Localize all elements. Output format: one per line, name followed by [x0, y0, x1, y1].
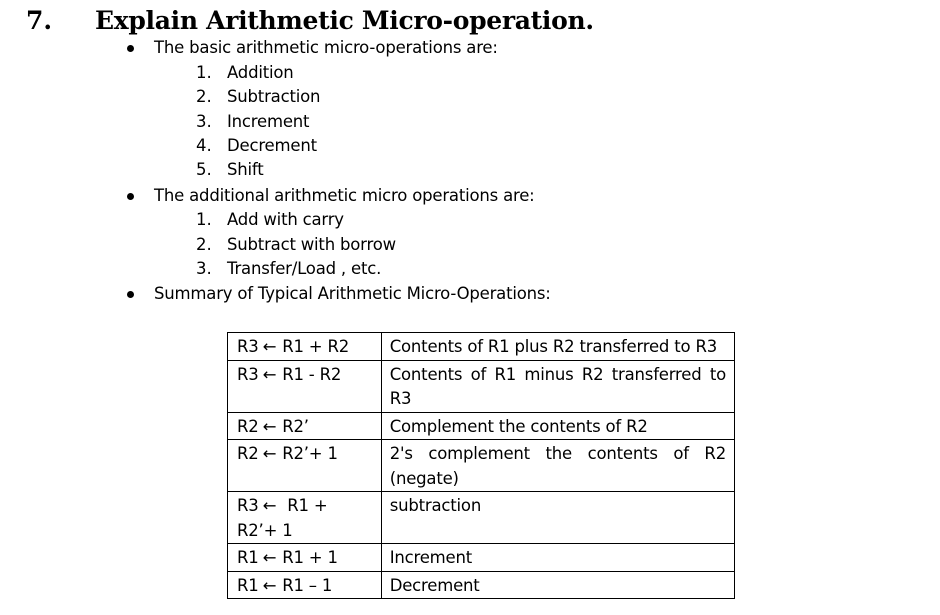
description-cell: Contents of R1 minus R2 transferred to R3 — [381, 360, 734, 412]
list-item: Subtraction — [227, 87, 321, 106]
question-number: 7. — [26, 6, 53, 35]
list-item-number: 3. — [196, 259, 212, 278]
list-item: Subtract with borrow — [227, 235, 396, 254]
operation-cell: R1 ← R1 + 1 — [228, 544, 382, 572]
table-row — [228, 412, 735, 440]
list-item: Increment — [227, 112, 310, 131]
bullet-icon — [127, 193, 134, 200]
description-cell: subtraction — [381, 492, 734, 544]
list-item-number: 1. — [196, 210, 212, 229]
operation-cell: R3 ← R1 + R2’+ 1 — [228, 492, 382, 544]
left-arrow-icon: ← — [262, 364, 277, 384]
bullet-additional-ops: The additional arithmetic micro operations are: — [154, 186, 535, 205]
description-cell: 2's complement the contents of R2 (negate) — [381, 440, 734, 492]
table-row — [228, 544, 735, 572]
bullet-summary: Summary of Typical Arithmetic Micro-Operations: — [154, 284, 551, 303]
micro-operations-table — [227, 332, 735, 599]
bullet-basic-ops: The basic arithmetic micro-operations are: — [154, 38, 498, 57]
left-arrow-icon: ← — [262, 575, 277, 595]
left-arrow-icon: ← — [262, 496, 277, 515]
operation-cell: R2 ← R2’+ 1 — [228, 440, 382, 492]
list-item: Addition — [227, 63, 294, 82]
list-item-number: 3. — [196, 112, 212, 131]
description-cell: Increment — [381, 544, 734, 572]
left-arrow-icon: ← — [262, 444, 277, 463]
bullet-icon — [127, 291, 134, 298]
operation-cell: R1 ← R1 – 1 — [228, 571, 382, 599]
operation-cell: R3 ← R1 - R2 — [228, 360, 382, 412]
table-row — [228, 333, 735, 361]
bullet-icon — [127, 45, 134, 52]
list-item: Shift — [227, 160, 264, 179]
table-row — [228, 440, 735, 492]
list-item: Transfer/Load , etc. — [227, 259, 382, 278]
operation-cell: R3 ← R1 + R2 — [228, 333, 382, 361]
list-item-number: 1. — [196, 63, 212, 82]
question-title: Explain Arithmetic Micro-operation. — [95, 6, 594, 35]
left-arrow-icon: ← — [262, 337, 277, 356]
description-cell: Decrement — [381, 571, 734, 599]
left-arrow-icon: ← — [262, 416, 277, 436]
list-item-number: 4. — [196, 136, 212, 155]
list-item: Add with carry — [227, 210, 344, 229]
list-item-number: 2. — [196, 87, 212, 106]
operation-cell: R2 ← R2’ — [228, 412, 382, 440]
table-row — [228, 571, 735, 599]
list-item-number: 2. — [196, 235, 212, 254]
description-cell: Complement the contents of R2 — [381, 412, 734, 440]
left-arrow-icon: ← — [262, 548, 277, 567]
list-item: Decrement — [227, 136, 317, 155]
table-row — [228, 492, 735, 544]
description-cell: Contents of R1 plus R2 transferred to R3 — [381, 333, 734, 361]
list-item-number: 5. — [196, 160, 212, 179]
table-row — [228, 360, 735, 412]
